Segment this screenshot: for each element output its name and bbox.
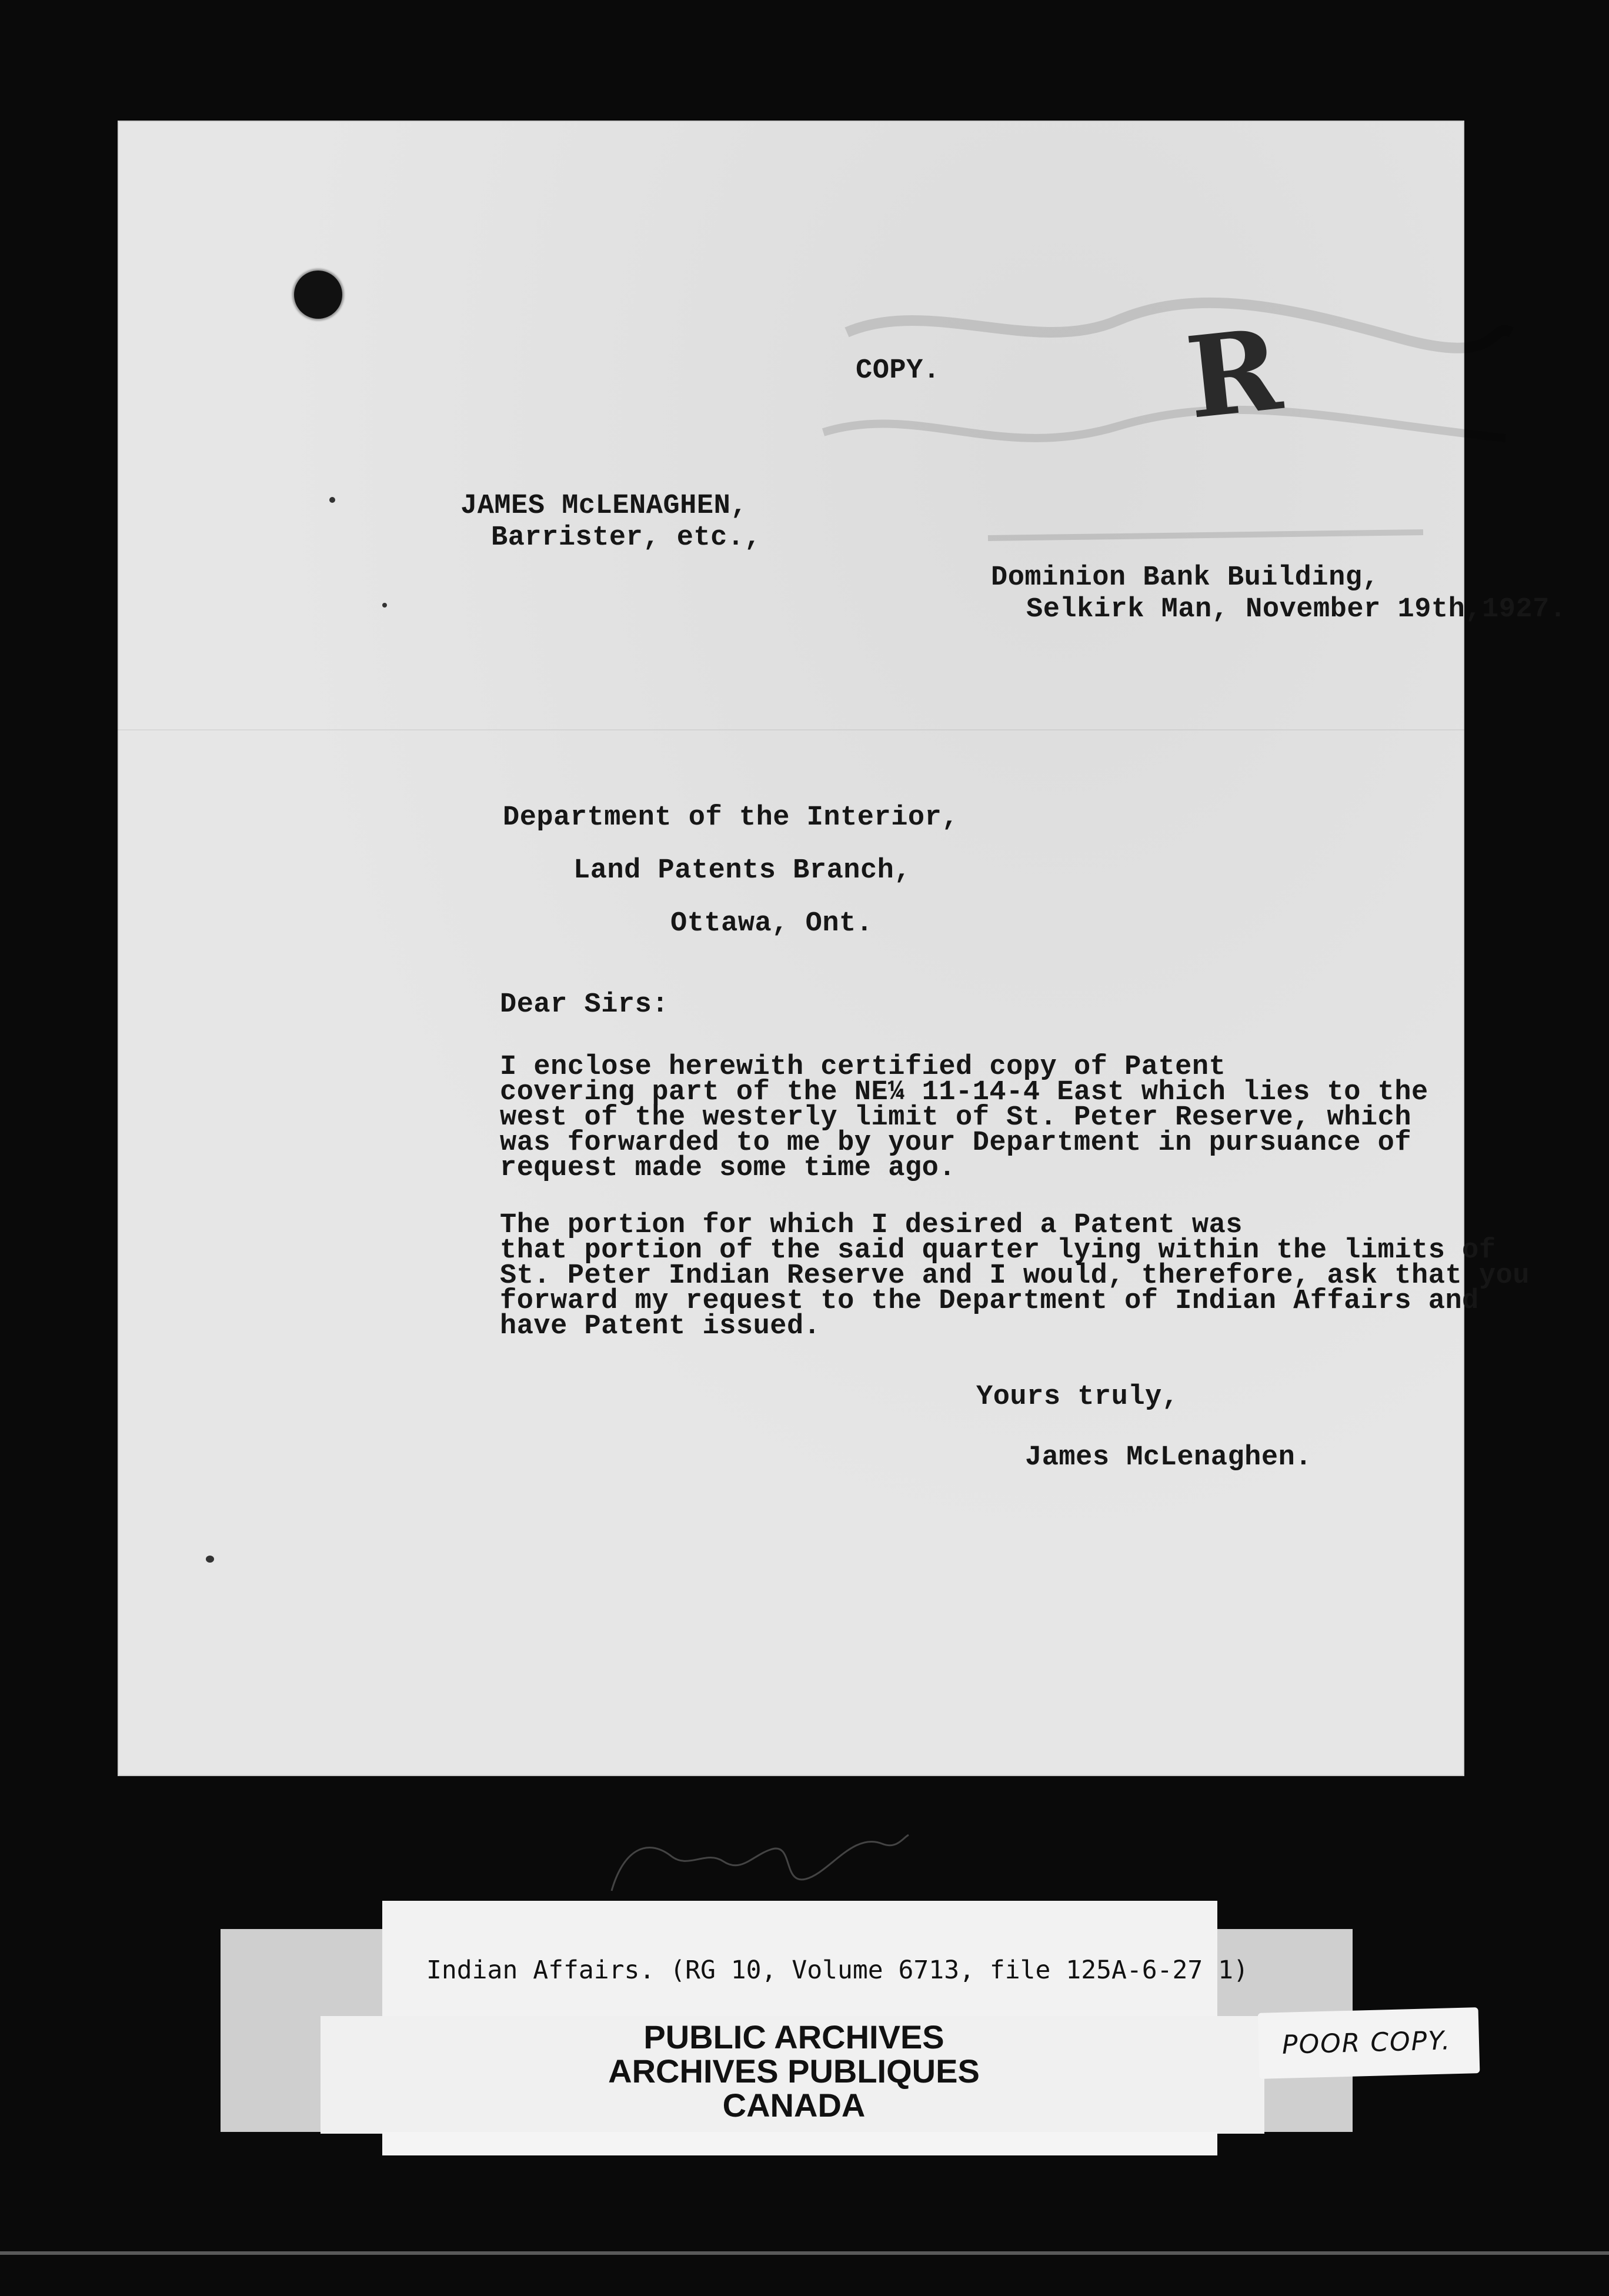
- poor-copy-note: [1258, 2007, 1480, 2079]
- frame-bottom-rule: [0, 2251, 1609, 2255]
- sender-name: JAMES McLENAGHEN,: [460, 490, 747, 522]
- archive-name-en: PUBLIC ARCHIVES: [643, 2018, 944, 2055]
- recipient-line2: Land Patents Branch,: [573, 855, 912, 886]
- sender-title: Barrister, etc.,: [491, 522, 762, 553]
- recipient-line3: Ottawa, Ont.: [670, 908, 873, 939]
- punch-hole: [294, 271, 342, 319]
- body-paragraph-1: I enclose herewith certified copy of Patent covering part of the NE¼ 11-14-4 East which lies to the west of the westerly limit of St. Peter Reserve, which was forwarded to me by your Department in pursuance of request made some time ago.: [500, 1052, 1428, 1184]
- archive-reference: Indian Affairs. (RG 10, Volume 6713, file 125A-6-27 1): [426, 1955, 1249, 1985]
- paper-fold-line: [118, 729, 1464, 730]
- salutation: Dear Sirs:: [500, 989, 669, 1020]
- archive-name-fr: ARCHIVES PUBLIQUES: [608, 2053, 980, 2090]
- paper-speck: [206, 1556, 214, 1563]
- paper-speck: [382, 603, 387, 608]
- body-paragraph-2: The portion for which I desired a Patent was that portion of the said quarter lying within the limits of St. Peter Indian Reserve and I would, therefore, ask that you forward my request to the Department of Indian Affairs and have Patent issued.: [500, 1210, 1530, 1342]
- recipient-line1: Department of the Interior,: [503, 802, 959, 833]
- pencil-scribble: [606, 1814, 912, 1897]
- signature: James McLenaghen.: [1025, 1442, 1312, 1473]
- copy-marking: COPY.: [856, 355, 940, 386]
- paper-speck: [329, 497, 335, 503]
- letter-sheet: [118, 121, 1567, 1776]
- label-edge: [382, 2132, 1217, 2155]
- poor-copy-text: POOR COPY.: [1281, 2025, 1452, 2060]
- received-stamp: R: [1180, 303, 1287, 444]
- letter-date-line: Selkirk Man, November 19th,1927.: [1026, 594, 1567, 625]
- closing: Yours truly,: [976, 1381, 1179, 1413]
- sender-address-line1: Dominion Bank Building,: [991, 562, 1380, 593]
- archive-country: CANADA: [722, 2087, 866, 2124]
